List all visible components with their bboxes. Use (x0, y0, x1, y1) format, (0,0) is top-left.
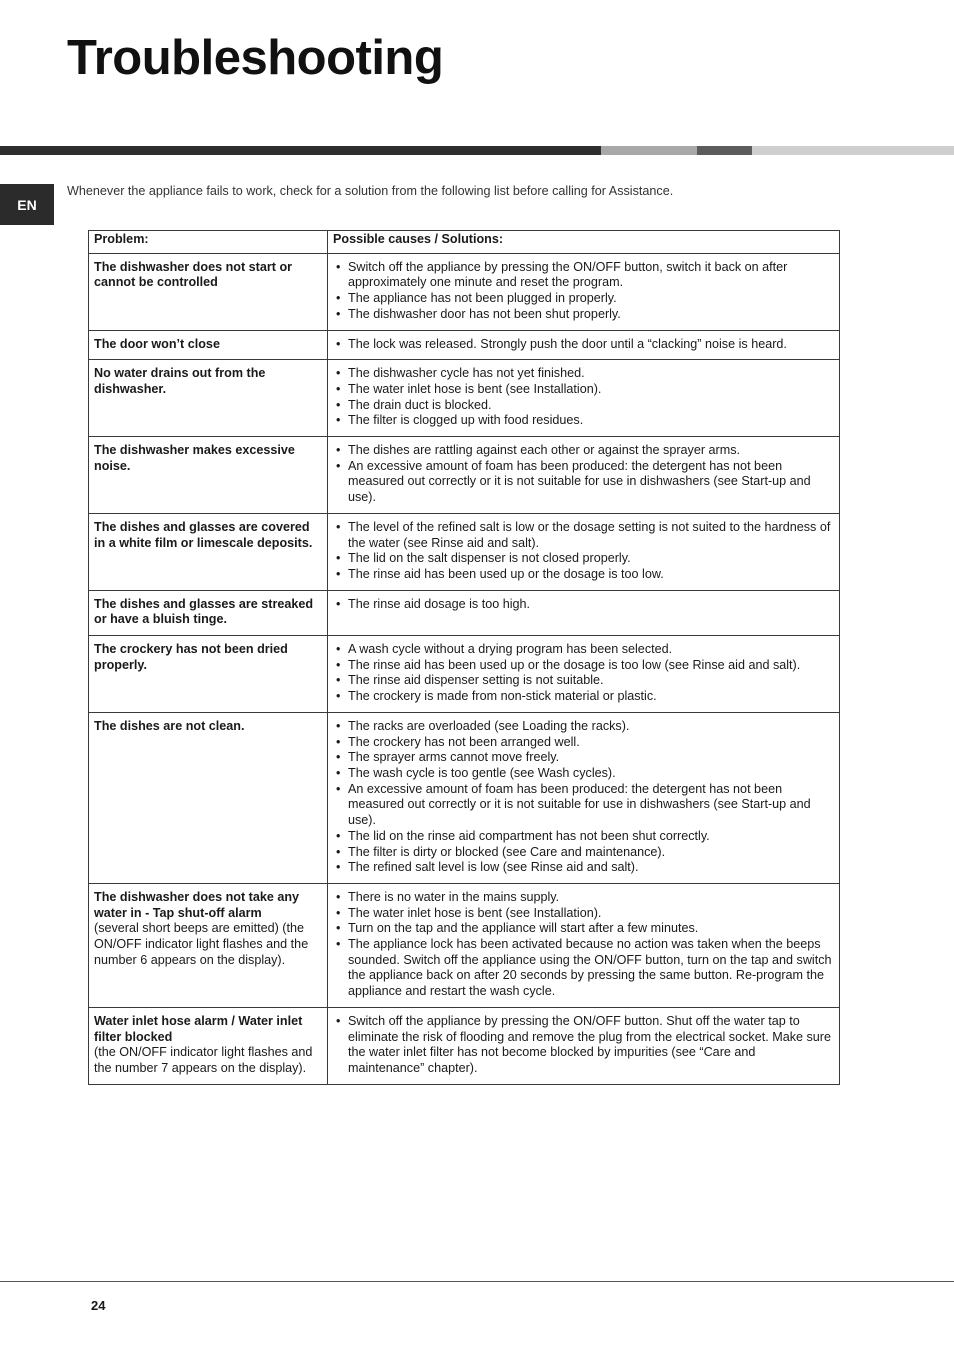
solution-item: • The refined salt level is low (see Rinse aid and salt). (333, 860, 833, 876)
solutions-list (333, 260, 833, 323)
solution-item: • The rinse aid dosage is too high. (333, 597, 833, 613)
solution-item: • The dishes are rattling against each other or against the sprayer arms. (333, 443, 833, 459)
problem-title: The dishes are not clean. (94, 718, 245, 733)
table-row (89, 636, 840, 713)
solution-item: • The drain duct is blocked. (333, 398, 833, 414)
solution-item: • The lid on the salt dispenser is not closed properly. (333, 551, 833, 567)
solutions-list (333, 337, 833, 353)
solution-item: • The sprayer arms cannot move freely. (333, 750, 833, 766)
solutions-cell (328, 330, 840, 360)
solution-item: • The crockery is made from non-stick material or plastic. (333, 689, 833, 705)
solutions-cell (328, 360, 840, 437)
problem-title: Water inlet hose alarm / Water inlet filter blocked (94, 1013, 303, 1044)
troubleshooting-table (88, 230, 840, 1085)
solution-item: • An excessive amount of foam has been produced: the detergent has not been measured out correctly or it is not suitable for use in dishwashers (see Start-up and use). (333, 459, 833, 506)
table-row (89, 1007, 840, 1084)
solutions-column-header: Possible causes / Solutions: (328, 231, 840, 254)
solution-item: • The rinse aid dispenser setting is not suitable. (333, 673, 833, 689)
problem-cell (89, 1007, 328, 1084)
table-row (89, 330, 840, 360)
intro-text: Whenever the appliance fails to work, check for a solution from the following list before calling for Assistance. (67, 184, 674, 198)
solution-item: • The lock was released. Strongly push the door until a “clacking” noise is heard. (333, 337, 833, 353)
solution-item: • The crockery has not been arranged well. (333, 735, 833, 751)
problem-cell (89, 636, 328, 713)
solutions-list (333, 597, 833, 613)
problem-title: The dishes and glasses are covered in a white film or limescale deposits. (94, 519, 313, 550)
header-rule-light (752, 146, 954, 155)
solutions-list (333, 1014, 833, 1077)
solution-item: • The appliance lock has been activated because no action was taken when the beeps sounded. Switch off the appliance using the ON/OFF button, turn on the tap and switch the appliance back on after 20 seconds by pressing the same button. Re-program the appliance and restart the wash cycle. (333, 937, 833, 1000)
problem-column-header: Problem: (89, 231, 328, 254)
solution-item: • A wash cycle without a drying program has been selected. (333, 642, 833, 658)
table-row (89, 360, 840, 437)
solutions-cell (328, 513, 840, 590)
solutions-cell (328, 883, 840, 1007)
solutions-list (333, 443, 833, 506)
table-row (89, 513, 840, 590)
solution-item: • There is no water in the mains supply. (333, 890, 833, 906)
solution-item: • The rinse aid has been used up or the dosage is too low (see Rinse aid and salt). (333, 658, 833, 674)
solutions-cell (328, 636, 840, 713)
solution-item: • The appliance has not been plugged in properly. (333, 291, 833, 307)
language-tab: EN (0, 184, 54, 225)
problem-title: The dishwasher does not start or cannot be controlled (94, 259, 293, 290)
table-header-row (89, 231, 840, 254)
solution-item: • An excessive amount of foam has been produced: the detergent has not been measured out correctly or it is not suitable for use in dishwashers (see Start-up and use). (333, 782, 833, 829)
problem-note: (several short beeps are emitted) (the ON/OFF indicator light flashes and the number 6 appears on the display). (94, 921, 309, 967)
header-rule-dark (0, 146, 601, 155)
page-title: Troubleshooting (67, 31, 444, 85)
solution-item: • The filter is clogged up with food residues. (333, 413, 833, 429)
solutions-cell (328, 590, 840, 635)
solution-item: • The rinse aid has been used up or the dosage is too low. (333, 567, 833, 583)
table-body (89, 253, 840, 1084)
table-row (89, 712, 840, 883)
solution-item: • Switch off the appliance by pressing the ON/OFF button, switch it back on after approximately one minute and reset the program. (333, 260, 833, 291)
problem-title: The dishwasher makes excessive noise. (94, 443, 295, 473)
table-row (89, 590, 840, 635)
solutions-list (333, 890, 833, 1000)
solutions-cell (328, 712, 840, 883)
problem-note: (the ON/OFF indicator light flashes and the number 7 appears on the display). (94, 1045, 313, 1075)
problem-title: The dishwasher does not take any water in - Tap shut-off alarm (94, 889, 300, 920)
problem-title: The door won’t close (94, 336, 220, 351)
problem-title: No water drains out from the dishwasher. (94, 366, 266, 396)
problem-cell (89, 437, 328, 514)
problem-cell (89, 330, 328, 360)
solution-item: • The wash cycle is too gentle (see Wash cycles). (333, 766, 833, 782)
solutions-list (333, 719, 833, 876)
solution-item: • Turn on the tap and the appliance will start after a few minutes. (333, 921, 833, 937)
solution-item: • The level of the refined salt is low or the dosage setting is not suited to the hardness of the water (see Rinse aid and salt). (333, 520, 833, 551)
problem-title: The dishes and glasses are streaked or have a bluish tinge. (94, 596, 314, 627)
solution-item: • The water inlet hose is bent (see Installation). (333, 382, 833, 398)
solution-item: • Switch off the appliance by pressing the ON/OFF button. Shut off the water tap to eliminate the risk of flooding and remove the plug from the electrical socket. Make sure the water inlet filter has not become blocked by impurities (see “Care and maintenance” chapter). (333, 1014, 833, 1077)
problem-cell (89, 513, 328, 590)
solutions-cell (328, 1007, 840, 1084)
table-row (89, 253, 840, 330)
problem-cell (89, 883, 328, 1007)
problem-cell (89, 360, 328, 437)
solution-item: • The dishwasher door has not been shut properly. (333, 307, 833, 323)
solutions-list (333, 520, 833, 583)
problem-cell (89, 253, 328, 330)
problem-cell (89, 712, 328, 883)
header-rule-grey (601, 146, 697, 155)
table-row (89, 437, 840, 514)
problem-cell (89, 590, 328, 635)
page-number: 24 (91, 1298, 106, 1313)
table-row (89, 883, 840, 1007)
footer-rule (0, 1281, 954, 1282)
solutions-list (333, 366, 833, 429)
solutions-cell (328, 437, 840, 514)
problem-title: The crockery has not been dried properly. (94, 642, 288, 672)
solution-item: • The water inlet hose is bent (see Installation). (333, 906, 833, 922)
header-rule-mid (697, 146, 752, 155)
solution-item: • The dishwasher cycle has not yet finished. (333, 366, 833, 382)
solutions-cell (328, 253, 840, 330)
solution-item: • The lid on the rinse aid compartment has not been shut correctly. (333, 829, 833, 845)
solution-item: • The racks are overloaded (see Loading the racks). (333, 719, 833, 735)
solution-item: • The filter is dirty or blocked (see Care and maintenance). (333, 845, 833, 861)
solutions-list (333, 642, 833, 705)
